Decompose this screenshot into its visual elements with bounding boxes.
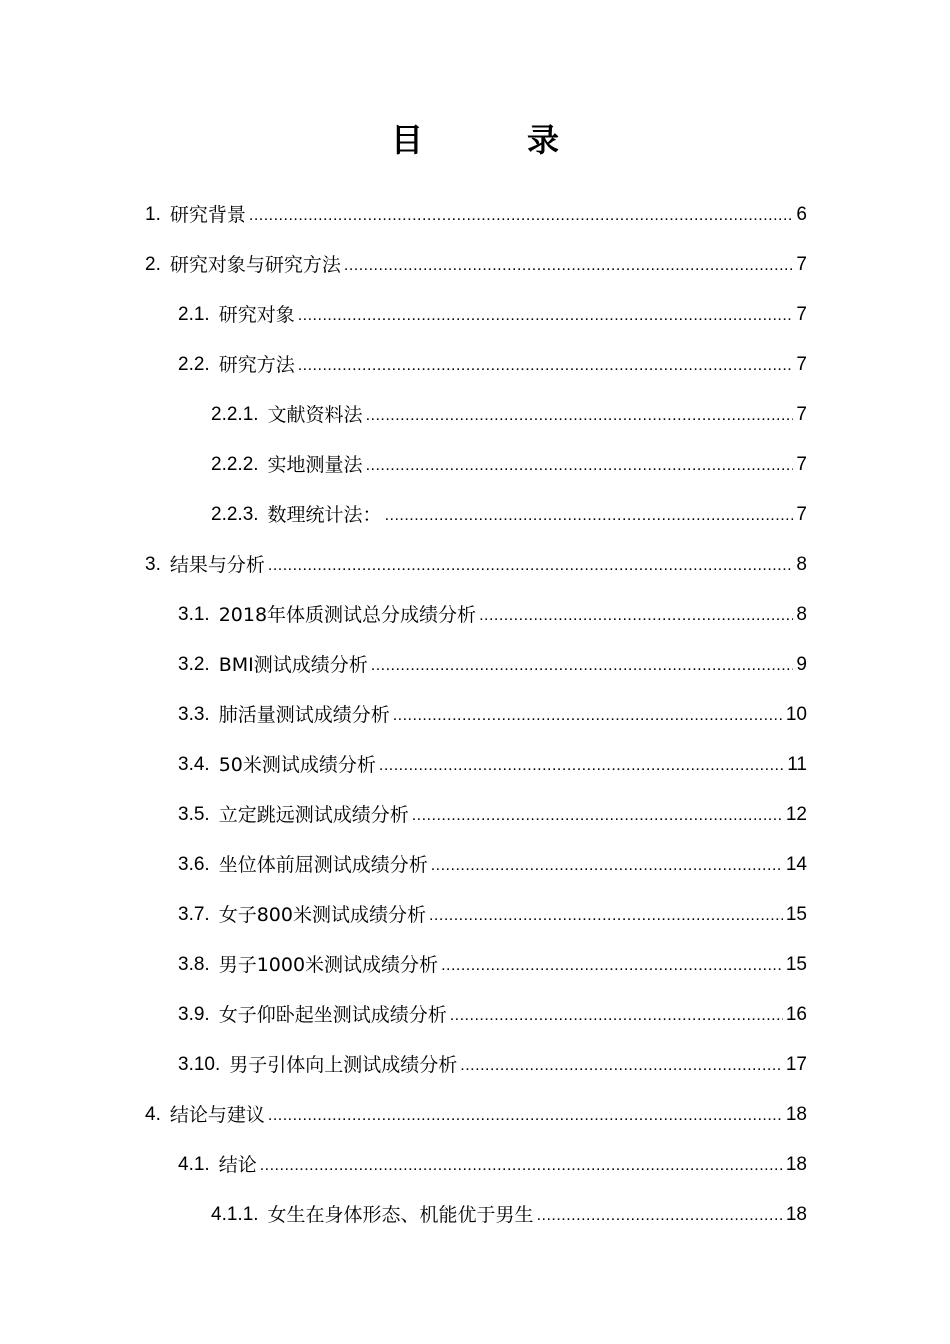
toc-entry-title: BMI测试成绩分析 <box>218 654 368 676</box>
toc-dot-leader <box>249 203 794 229</box>
toc-entry-number: 1. <box>145 204 161 225</box>
toc-entry-number: 2.2.1. <box>211 404 259 425</box>
toc-dot-leader <box>371 653 794 679</box>
toc-entry-number: 4.1. <box>178 1154 210 1175</box>
toc-dot-leader <box>344 253 794 279</box>
toc-entry[interactable] <box>178 640 807 690</box>
toc-entry[interactable] <box>178 340 807 390</box>
toc-entry[interactable] <box>178 840 807 890</box>
toc-entry[interactable] <box>178 890 807 940</box>
toc-entry-number: 4. <box>145 1104 161 1125</box>
toc-entry-title: 研究对象与研究方法 <box>169 254 341 276</box>
toc-entry-number: 3.10. <box>178 1054 221 1075</box>
toc-dot-leader <box>431 853 783 879</box>
toc-entry-title: 肺活量测试成绩分析 <box>218 704 390 726</box>
toc-entry-number: 3.2. <box>178 654 210 675</box>
toc-dot-leader <box>366 453 794 479</box>
toc-entry-title: 研究背景 <box>169 204 246 226</box>
toc-entry[interactable] <box>145 540 807 590</box>
toc-entry-number: 2.2. <box>178 354 210 375</box>
toc-entry-number: 3.6. <box>178 854 210 875</box>
toc-entry-title: 结论与建议 <box>169 1104 265 1126</box>
toc-entry[interactable] <box>178 940 807 990</box>
toc-entry-page: 10 <box>785 704 807 725</box>
toc-entry-title: 实地测量法 <box>267 454 363 476</box>
toc-dot-leader <box>379 753 784 779</box>
toc-dot-leader <box>298 303 794 329</box>
toc-entry-number: 2.2.3. <box>211 504 259 525</box>
toc-entry-page: 7 <box>796 304 807 325</box>
toc-entry[interactable] <box>178 690 807 740</box>
toc-entry-page: 7 <box>796 454 807 475</box>
toc-entry-title: 2018年体质测试总分成绩分析 <box>218 604 477 626</box>
toc-dot-leader <box>450 1003 783 1029</box>
toc-entry-number: 3.1. <box>178 604 210 625</box>
toc-entry[interactable] <box>178 290 807 340</box>
toc-dot-leader <box>268 553 794 579</box>
toc-entry-page: 11 <box>787 754 807 775</box>
toc-dot-leader <box>479 603 793 629</box>
toc-entry-page: 18 <box>785 1104 807 1125</box>
toc-entry-title: 研究方法 <box>218 354 295 376</box>
toc-entry-page: 7 <box>796 354 807 375</box>
toc-entry[interactable] <box>145 190 807 240</box>
toc-entry-page: 18 <box>785 1204 807 1225</box>
toc-title: 目 录 <box>390 121 595 159</box>
toc-entry[interactable] <box>145 1090 807 1140</box>
toc-entry-page: 8 <box>796 554 807 575</box>
toc-entry-title: 研究对象 <box>218 304 295 326</box>
toc-entry[interactable] <box>145 240 807 290</box>
toc-entry-page: 15 <box>785 904 807 925</box>
toc-dot-leader <box>537 1203 783 1229</box>
toc-entry-title: 结果与分析 <box>169 554 265 576</box>
toc-entry-title: 结论 <box>218 1154 257 1176</box>
toc-entry-title: 立定跳远测试成绩分析 <box>218 804 409 826</box>
toc-dot-leader <box>298 353 794 379</box>
toc-entry-number: 3.8. <box>178 954 210 975</box>
toc-entry-page: 12 <box>785 804 807 825</box>
toc-dot-leader <box>268 1103 783 1129</box>
toc-entry-title: 女生在身体形态、机能优于男生 <box>267 1204 534 1226</box>
toc-entry-title: 男子引体向上测试成绩分析 <box>229 1054 458 1076</box>
toc-dot-leader <box>366 403 794 429</box>
toc-entry-page: 18 <box>785 1154 807 1175</box>
toc-entry-page: 9 <box>796 654 807 675</box>
toc-entry-number: 3. <box>145 554 161 575</box>
toc-entry-number: 2.2.2. <box>211 454 259 475</box>
toc-entry[interactable] <box>178 1040 807 1090</box>
toc-dot-leader <box>260 1153 783 1179</box>
toc-entry[interactable] <box>178 990 807 1040</box>
toc-entry[interactable] <box>178 590 807 640</box>
toc-entry[interactable] <box>178 790 807 840</box>
toc-entry-page: 14 <box>785 854 807 875</box>
toc-entry-number: 2.1. <box>178 304 210 325</box>
toc-dot-leader <box>460 1053 783 1079</box>
toc-entry-page: 8 <box>796 604 807 625</box>
toc-entry-page: 17 <box>785 1054 807 1075</box>
toc-dot-leader <box>429 903 783 929</box>
toc-dot-leader <box>441 953 783 979</box>
toc-entry-title: 坐位体前屈测试成绩分析 <box>218 854 428 876</box>
toc-entry-title: 文献资料法 <box>267 404 363 426</box>
toc-dot-leader <box>385 503 794 529</box>
toc-entry-number: 3.7. <box>178 904 210 925</box>
toc-entry-number: 2. <box>145 254 161 275</box>
toc-entry-page: 7 <box>796 504 807 525</box>
toc-entry-title: 数理统计法： <box>267 504 382 526</box>
toc-entry-title: 男子1000米测试成绩分析 <box>218 954 439 976</box>
toc-entry-title: 女子800米测试成绩分析 <box>218 904 426 926</box>
toc-entry-page: 7 <box>796 254 807 275</box>
toc-entry-page: 16 <box>785 1004 807 1025</box>
toc-entry-number: 3.5. <box>178 804 210 825</box>
toc-entry-number: 3.3. <box>178 704 210 725</box>
toc-entry-title: 50米测试成绩分析 <box>218 754 376 776</box>
toc-entry[interactable] <box>178 1140 807 1190</box>
toc-entry[interactable] <box>178 740 807 790</box>
toc-entry-number: 3.4. <box>178 754 210 775</box>
toc-entry[interactable] <box>211 390 807 440</box>
toc-entry[interactable] <box>211 490 807 540</box>
toc-entry-number: 4.1.1. <box>211 1204 259 1225</box>
toc-dot-leader <box>412 803 783 829</box>
toc-entry-title: 女子仰卧起坐测试成绩分析 <box>218 1004 447 1026</box>
toc-dot-leader <box>393 703 783 729</box>
toc-entry-number: 3.9. <box>178 1004 210 1025</box>
toc-entry-page: 7 <box>796 404 807 425</box>
toc-entry[interactable] <box>211 1190 807 1240</box>
toc-entry[interactable] <box>211 440 807 490</box>
toc-entry-page: 6 <box>796 204 807 225</box>
toc-entry-page: 15 <box>785 954 807 975</box>
